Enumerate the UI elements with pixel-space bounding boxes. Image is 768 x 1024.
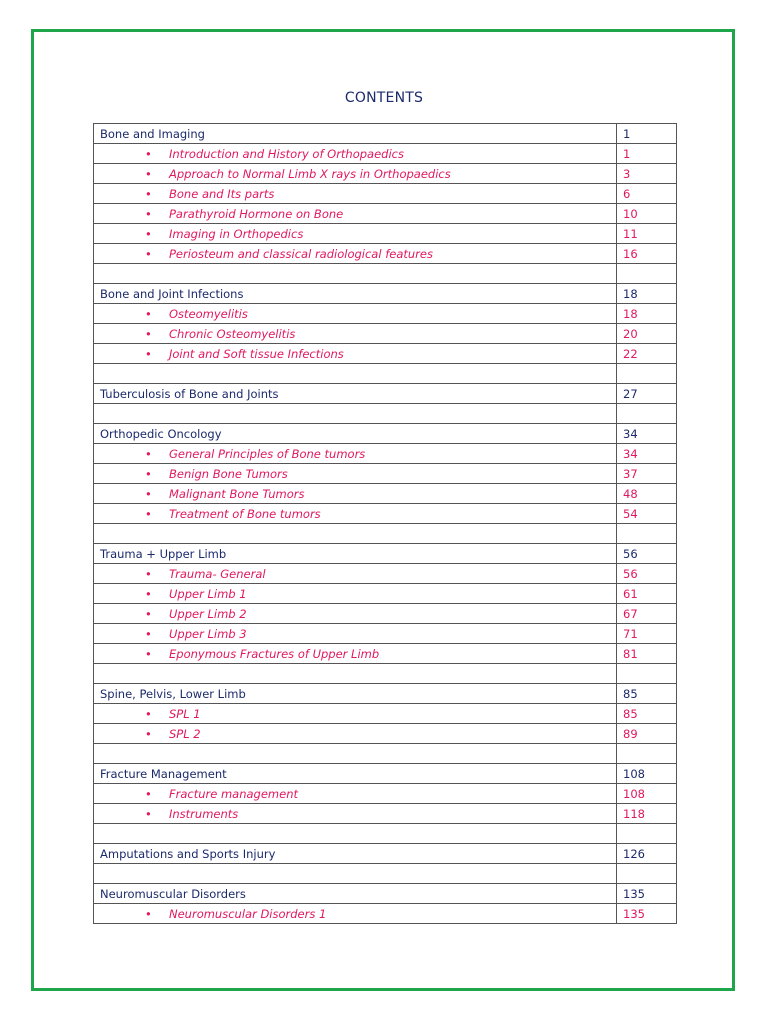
toc-entry-title-cell: [94, 764, 617, 784]
toc-entry-title-cell: [94, 224, 617, 244]
toc-entry-page-number: 61: [617, 584, 677, 604]
toc-entry-page-number: 118: [617, 804, 677, 824]
toc-entry-page-number: [617, 524, 677, 544]
toc-entry-title: Trauma- General: [169, 566, 266, 581]
toc-subsection-row: [94, 464, 677, 484]
toc-entry-page-number: 18: [617, 304, 677, 324]
toc-entry-page-number: 18: [617, 284, 677, 304]
bullet-icon: •: [145, 146, 152, 161]
toc-entry-title: General Principles of Bone tumors: [169, 446, 366, 461]
toc-entry-page-number: 126: [617, 844, 677, 864]
bullet-icon: •: [145, 326, 152, 341]
toc-section-row: [94, 284, 677, 304]
toc-entry-title: SPL 1: [169, 706, 201, 721]
bullet-icon: •: [145, 646, 152, 661]
bullet-icon: •: [145, 586, 152, 601]
toc-entry-page-number: 81: [617, 644, 677, 664]
toc-entry-page-number: 34: [617, 444, 677, 464]
toc-entry-title: Neuromuscular Disorders 1: [169, 906, 327, 921]
toc-entry-page-number: [617, 404, 677, 424]
toc-entry-page-number: 108: [617, 784, 677, 804]
toc-entry-title: Spine, Pelvis, Lower Limb: [100, 686, 246, 701]
toc-entry-page-number: 1: [617, 124, 677, 144]
toc-subsection-row: [94, 724, 677, 744]
toc-entry-page-number: 108: [617, 764, 677, 784]
toc-section-row: [94, 764, 677, 784]
toc-entry-title-cell: [94, 464, 617, 484]
toc-entry-page-number: [617, 744, 677, 764]
toc-entry-title-cell: [94, 164, 617, 184]
toc-subsection-row: [94, 224, 677, 244]
toc-section-row: [94, 384, 677, 404]
toc-entry-title-cell: [94, 384, 617, 404]
toc-subsection-row: [94, 624, 677, 644]
toc-entry-title: Benign Bone Tumors: [169, 466, 288, 481]
bullet-icon: •: [145, 446, 152, 461]
toc-entry-title: Upper Limb 2: [169, 606, 247, 621]
toc-subsection-row: [94, 164, 677, 184]
toc-entry-title: Parathyroid Hormone on Bone: [169, 206, 344, 221]
toc-entry-page-number: [617, 264, 677, 284]
toc-blank-row: [94, 404, 677, 424]
toc-subsection-row: [94, 244, 677, 264]
bullet-icon: •: [145, 226, 152, 241]
toc-blank-row: [94, 664, 677, 684]
toc-entry-page-number: 22: [617, 344, 677, 364]
toc-entry-page-number: 1: [617, 144, 677, 164]
toc-subsection-row: [94, 204, 677, 224]
toc-subsection-row: [94, 444, 677, 464]
toc-entry-title-cell: [94, 724, 617, 744]
toc-subsection-row: [94, 604, 677, 624]
toc-entry-title-cell: [94, 324, 617, 344]
toc-entry-title-cell: [94, 644, 617, 664]
toc-entry-page-number: 20: [617, 324, 677, 344]
toc-entry-page-number: 3: [617, 164, 677, 184]
toc-entry-title-cell: [94, 824, 617, 844]
toc-entry-page-number: [617, 664, 677, 684]
toc-section-row: [94, 544, 677, 564]
toc-entry-page-number: 135: [617, 884, 677, 904]
contents-table: [93, 123, 677, 924]
toc-blank-row: [94, 824, 677, 844]
toc-entry-title: Joint and Soft tissue Infections: [169, 346, 344, 361]
toc-section-row: [94, 684, 677, 704]
bullet-icon: •: [145, 246, 152, 261]
bullet-icon: •: [145, 206, 152, 221]
toc-entry-page-number: 56: [617, 544, 677, 564]
toc-entry-title-cell: [94, 804, 617, 824]
toc-subsection-row: [94, 304, 677, 324]
toc-entry-page-number: 10: [617, 204, 677, 224]
bullet-icon: •: [145, 806, 152, 821]
toc-entry-title-cell: [94, 144, 617, 164]
toc-subsection-row: [94, 504, 677, 524]
toc-entry-page-number: 135: [617, 904, 677, 924]
toc-entry-page-number: 48: [617, 484, 677, 504]
toc-entry-title: Imaging in Orthopedics: [169, 226, 304, 241]
toc-subsection-row: [94, 784, 677, 804]
toc-entry-title-cell: [94, 584, 617, 604]
toc-entry-page-number: [617, 364, 677, 384]
toc-blank-row: [94, 524, 677, 544]
toc-entry-page-number: 85: [617, 704, 677, 724]
toc-entry-title-cell: [94, 604, 617, 624]
toc-subsection-row: [94, 804, 677, 824]
toc-blank-row: [94, 264, 677, 284]
bullet-icon: •: [145, 606, 152, 621]
toc-entry-title: Bone and Its parts: [169, 186, 275, 201]
toc-entry-page-number: 85: [617, 684, 677, 704]
bullet-icon: •: [145, 486, 152, 501]
toc-entry-page-number: 27: [617, 384, 677, 404]
toc-entry-title: Osteomyelitis: [169, 306, 248, 321]
toc-section-row: [94, 844, 677, 864]
toc-entry-title-cell: [94, 344, 617, 364]
toc-entry-page-number: 89: [617, 724, 677, 744]
toc-subsection-row: [94, 184, 677, 204]
toc-entry-title: Periosteum and classical radiological features: [169, 246, 433, 261]
toc-entry-title-cell: [94, 404, 617, 424]
toc-entry-title: Instruments: [169, 806, 239, 821]
toc-entry-page-number: 71: [617, 624, 677, 644]
contents-table-body: [94, 124, 677, 924]
toc-entry-title-cell: [94, 624, 617, 644]
toc-entry-page-number: 16: [617, 244, 677, 264]
bullet-icon: •: [145, 306, 152, 321]
bullet-icon: •: [145, 906, 152, 921]
bullet-icon: •: [145, 786, 152, 801]
toc-entry-title-cell: [94, 544, 617, 564]
toc-entry-title: Neuromuscular Disorders: [100, 886, 246, 901]
toc-entry-title-cell: [94, 444, 617, 464]
toc-entry-title-cell: [94, 904, 617, 924]
bullet-icon: •: [145, 506, 152, 521]
bullet-icon: •: [145, 346, 152, 361]
toc-subsection-row: [94, 644, 677, 664]
toc-entry-page-number: 37: [617, 464, 677, 484]
toc-entry-title: Introduction and History of Orthopaedics: [169, 146, 404, 161]
bullet-icon: •: [145, 726, 152, 741]
bullet-icon: •: [145, 466, 152, 481]
toc-entry-title: Tuberculosis of Bone and Joints: [100, 386, 279, 401]
toc-section-row: [94, 884, 677, 904]
toc-entry-page-number: 67: [617, 604, 677, 624]
toc-entry-title: Approach to Normal Limb X rays in Orthopaedics: [169, 166, 451, 181]
toc-entry-title-cell: [94, 564, 617, 584]
toc-entry-title: Orthopedic Oncology: [100, 426, 222, 441]
bullet-icon: •: [145, 706, 152, 721]
toc-entry-page-number: 6: [617, 184, 677, 204]
toc-entry-title: Bone and Joint Infections: [100, 286, 244, 301]
toc-section-row: [94, 124, 677, 144]
toc-entry-title: Bone and Imaging: [100, 126, 205, 141]
toc-entry-title: Trauma + Upper Limb: [100, 546, 227, 561]
toc-entry-title-cell: [94, 704, 617, 724]
toc-entry-title: Eponymous Fractures of Upper Limb: [169, 646, 380, 661]
toc-entry-title: Fracture Management: [100, 766, 227, 781]
toc-entry-title-cell: [94, 244, 617, 264]
toc-entry-title: Amputations and Sports Injury: [100, 846, 276, 861]
toc-blank-row: [94, 864, 677, 884]
toc-entry-title: Fracture management: [169, 786, 299, 801]
toc-entry-title-cell: [94, 524, 617, 544]
toc-subsection-row: [94, 484, 677, 504]
toc-blank-row: [94, 744, 677, 764]
toc-subsection-row: [94, 564, 677, 584]
toc-entry-page-number: 54: [617, 504, 677, 524]
toc-entry-title-cell: [94, 844, 617, 864]
toc-entry-title-cell: [94, 684, 617, 704]
toc-entry-title-cell: [94, 784, 617, 804]
toc-entry-title-cell: [94, 284, 617, 304]
toc-subsection-row: [94, 704, 677, 724]
toc-subsection-row: [94, 344, 677, 364]
toc-entry-title: Treatment of Bone tumors: [169, 506, 321, 521]
toc-entry-page-number: 11: [617, 224, 677, 244]
toc-entry-title-cell: [94, 184, 617, 204]
toc-blank-row: [94, 364, 677, 384]
bullet-icon: •: [145, 166, 152, 181]
toc-entry-page-number: 56: [617, 564, 677, 584]
toc-subsection-row: [94, 584, 677, 604]
toc-entry-title: SPL 2: [169, 726, 201, 741]
toc-entry-title-cell: [94, 664, 617, 684]
toc-entry-title-cell: [94, 864, 617, 884]
toc-entry-title-cell: [94, 484, 617, 504]
bullet-icon: •: [145, 186, 152, 201]
toc-section-row: [94, 424, 677, 444]
toc-entry-title: Upper Limb 1: [169, 586, 247, 601]
toc-subsection-row: [94, 144, 677, 164]
toc-entry-title: Upper Limb 3: [169, 626, 247, 641]
toc-entry-title-cell: [94, 304, 617, 324]
toc-entry-title-cell: [94, 264, 617, 284]
toc-entry-title: Chronic Osteomyelitis: [169, 326, 296, 341]
toc-entry-title-cell: [94, 204, 617, 224]
toc-subsection-row: [94, 324, 677, 344]
toc-entry-page-number: [617, 824, 677, 844]
toc-entry-title-cell: [94, 364, 617, 384]
toc-entry-title: Malignant Bone Tumors: [169, 486, 305, 501]
toc-entry-title-cell: [94, 124, 617, 144]
bullet-icon: •: [145, 626, 152, 641]
toc-entry-title-cell: [94, 504, 617, 524]
toc-entry-title-cell: [94, 884, 617, 904]
page-title: CONTENTS: [344, 90, 424, 106]
toc-entry-title-cell: [94, 744, 617, 764]
toc-entry-title-cell: [94, 424, 617, 444]
bullet-icon: •: [145, 566, 152, 581]
toc-entry-page-number: [617, 864, 677, 884]
toc-entry-page-number: 34: [617, 424, 677, 444]
toc-subsection-row: [94, 904, 677, 924]
